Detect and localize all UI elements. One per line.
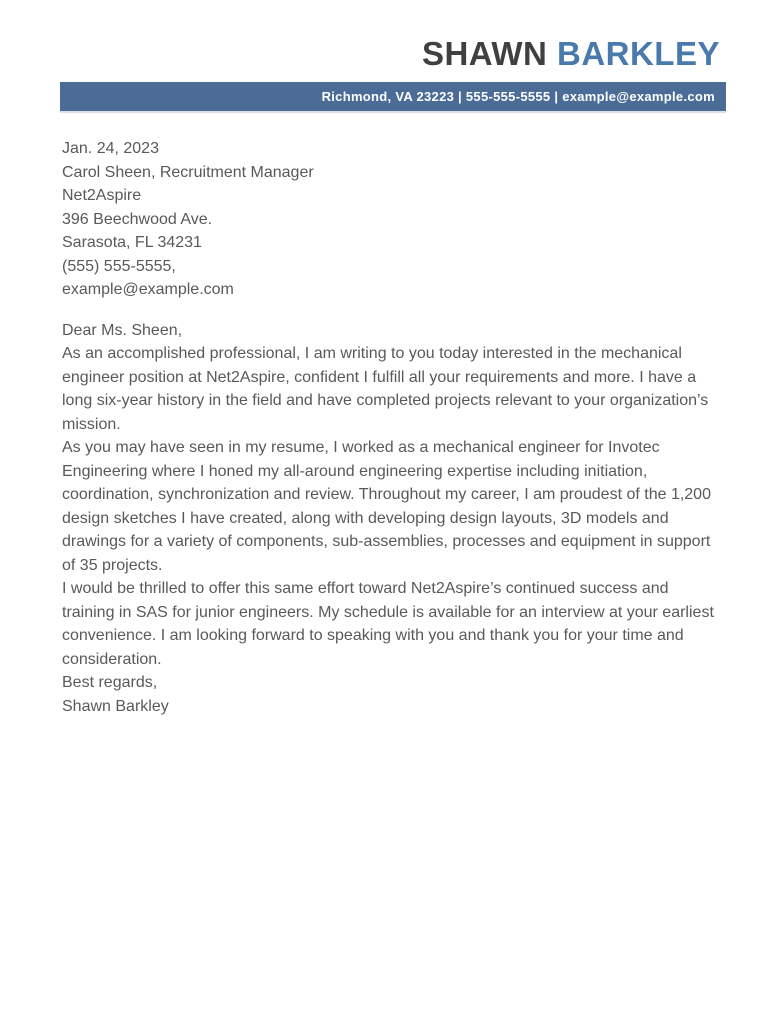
recipient-name-title: Carol Sheen, Recruitment Manager: [62, 163, 314, 181]
recipient-company: Net2Aspire: [62, 187, 142, 205]
recipient-email: example@example.com: [62, 281, 234, 299]
candidate-name: [0, 36, 720, 72]
paragraph-experience: As you may have seen in my resume, I worked as a mechanical engineer for Invotec Engineering where I honed my all-around engineering expertise including initiation, coordination, synchronization and review. Throughout my career, I am proudest of the 1,200 design sketches I have created, along with developing design layouts, 3D models and drawings for a variety of components, sub-assemblies, processes and equipment in support of 35 projects.: [62, 439, 711, 574]
valediction: Best regards,: [62, 674, 158, 692]
candidate-last-name: BARKLEY: [556, 35, 720, 72]
letter-body: [62, 137, 722, 718]
salutation: Dear Ms. Sheen,: [62, 321, 183, 339]
letter-date: Jan. 24, 2023: [62, 140, 159, 158]
closing-block: [62, 671, 722, 718]
paragraph-intro: As an accomplished professional, I am writing to you today interested in the mechanical engineer position at Net2Aspire, confident I fulfill all your requirements and more. I have a long six-year history in the field and have completed projects relevant to your organization’s mission.: [62, 345, 709, 433]
candidate-first-name: SHAWN: [421, 35, 548, 72]
contact-bar: [60, 82, 726, 111]
recipient-phone: (555) 555-5555,: [62, 257, 176, 275]
recipient-address: [62, 161, 722, 302]
recipient-city-state-zip: Sarasota, FL 34231: [62, 234, 202, 252]
paragraph-closing: I would be thrilled to offer this same effort toward Net2Aspire’s continued success and training in SAS for junior engineers. My schedule is available for an interview at your earliest convenience. I am looking forward to speaking with you and thank you for your time and consideration.: [62, 580, 714, 668]
signature-name: Shawn Barkley: [62, 697, 169, 715]
recipient-street: 396 Beechwood Ave.: [62, 210, 213, 228]
letter-header: [0, 0, 784, 111]
contact-info: Richmond, VA 23223 | 555-555-5555 | example@example.com: [321, 89, 715, 105]
